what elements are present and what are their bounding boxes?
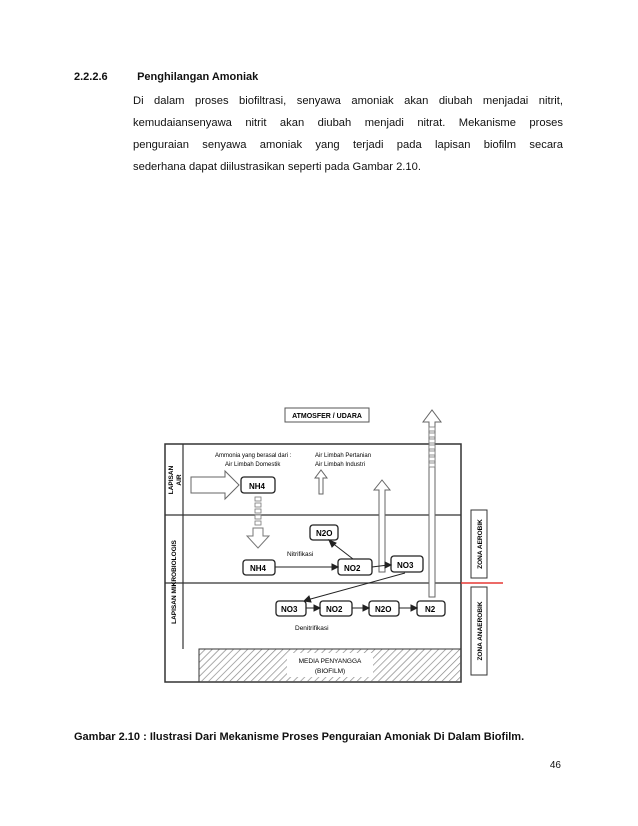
aerobic-zone-label: ZONA AEROBIK — [477, 519, 484, 569]
no3-label: NO3 — [397, 561, 414, 570]
dashed-up-connector — [429, 427, 435, 467]
no2-label: NO2 — [326, 605, 343, 614]
denitrification-label: Denitrifikasi — [295, 625, 329, 632]
no3-label: NO3 — [281, 605, 298, 614]
anaerobic-zone-label: ZONA ANAEROBIK — [477, 601, 484, 661]
paragraph-line: kemudaiansenyawa nitrit akan diubah menjadi nitrat. Mekanisme proses — [133, 117, 563, 129]
media-label: MEDIA PENYANGGA — [298, 658, 362, 665]
section-number: 2.2.2.6 — [74, 71, 108, 83]
source-agriculture: Air Limbah Pertanian — [315, 453, 372, 459]
ammonia-source-text: Ammonia yang berasal dari : — [215, 453, 292, 459]
paragraph-line: penguraian senyawa amoniak yang terjadi pada lapisan biofilm secara — [133, 139, 563, 151]
paragraph-line: Di dalam proses biofiltrasi, senyawa amoniak akan diubah menjadai nitrit, — [133, 95, 563, 107]
nh4-label: NH4 — [250, 564, 267, 573]
n2o-label: N2O — [316, 529, 333, 538]
paragraph-line: sederhana dapat diilustrasikan seperti pada Gambar 2.10. — [133, 161, 421, 173]
layer-micro-label: LAPISAN MIKROBIOLOGIS — [171, 540, 178, 624]
dashed-down-connector — [255, 497, 261, 525]
section-heading — [74, 71, 258, 83]
nh4-label: NH4 — [249, 482, 266, 491]
biofilm-diagram — [155, 402, 507, 700]
source-domestic: Air Limbah Domestik — [225, 462, 281, 468]
n2-label: N2 — [425, 605, 436, 614]
figure-caption: Gambar 2.10 : Ilustrasi Dari Mekanisme Proses Penguraian Amoniak Di Dalam Biofilm. — [74, 731, 525, 743]
nitrification-label: Nitrifikasi — [287, 551, 314, 558]
source-industry: Air Limbah Industri — [315, 462, 366, 468]
layer-water-label: LAPISAN — [168, 465, 175, 495]
section-title: Penghilangan Amoniak — [137, 71, 259, 83]
page-number: 46 — [549, 760, 561, 771]
body-paragraph — [133, 90, 563, 178]
no2-label: NO2 — [344, 564, 361, 573]
n2o-label: N2O — [375, 605, 392, 614]
media-label: (BIOFILM) — [314, 668, 346, 675]
atmosphere-label: ATMOSFER / UDARA — [292, 413, 362, 420]
layer-water-label: AIR — [176, 474, 183, 486]
